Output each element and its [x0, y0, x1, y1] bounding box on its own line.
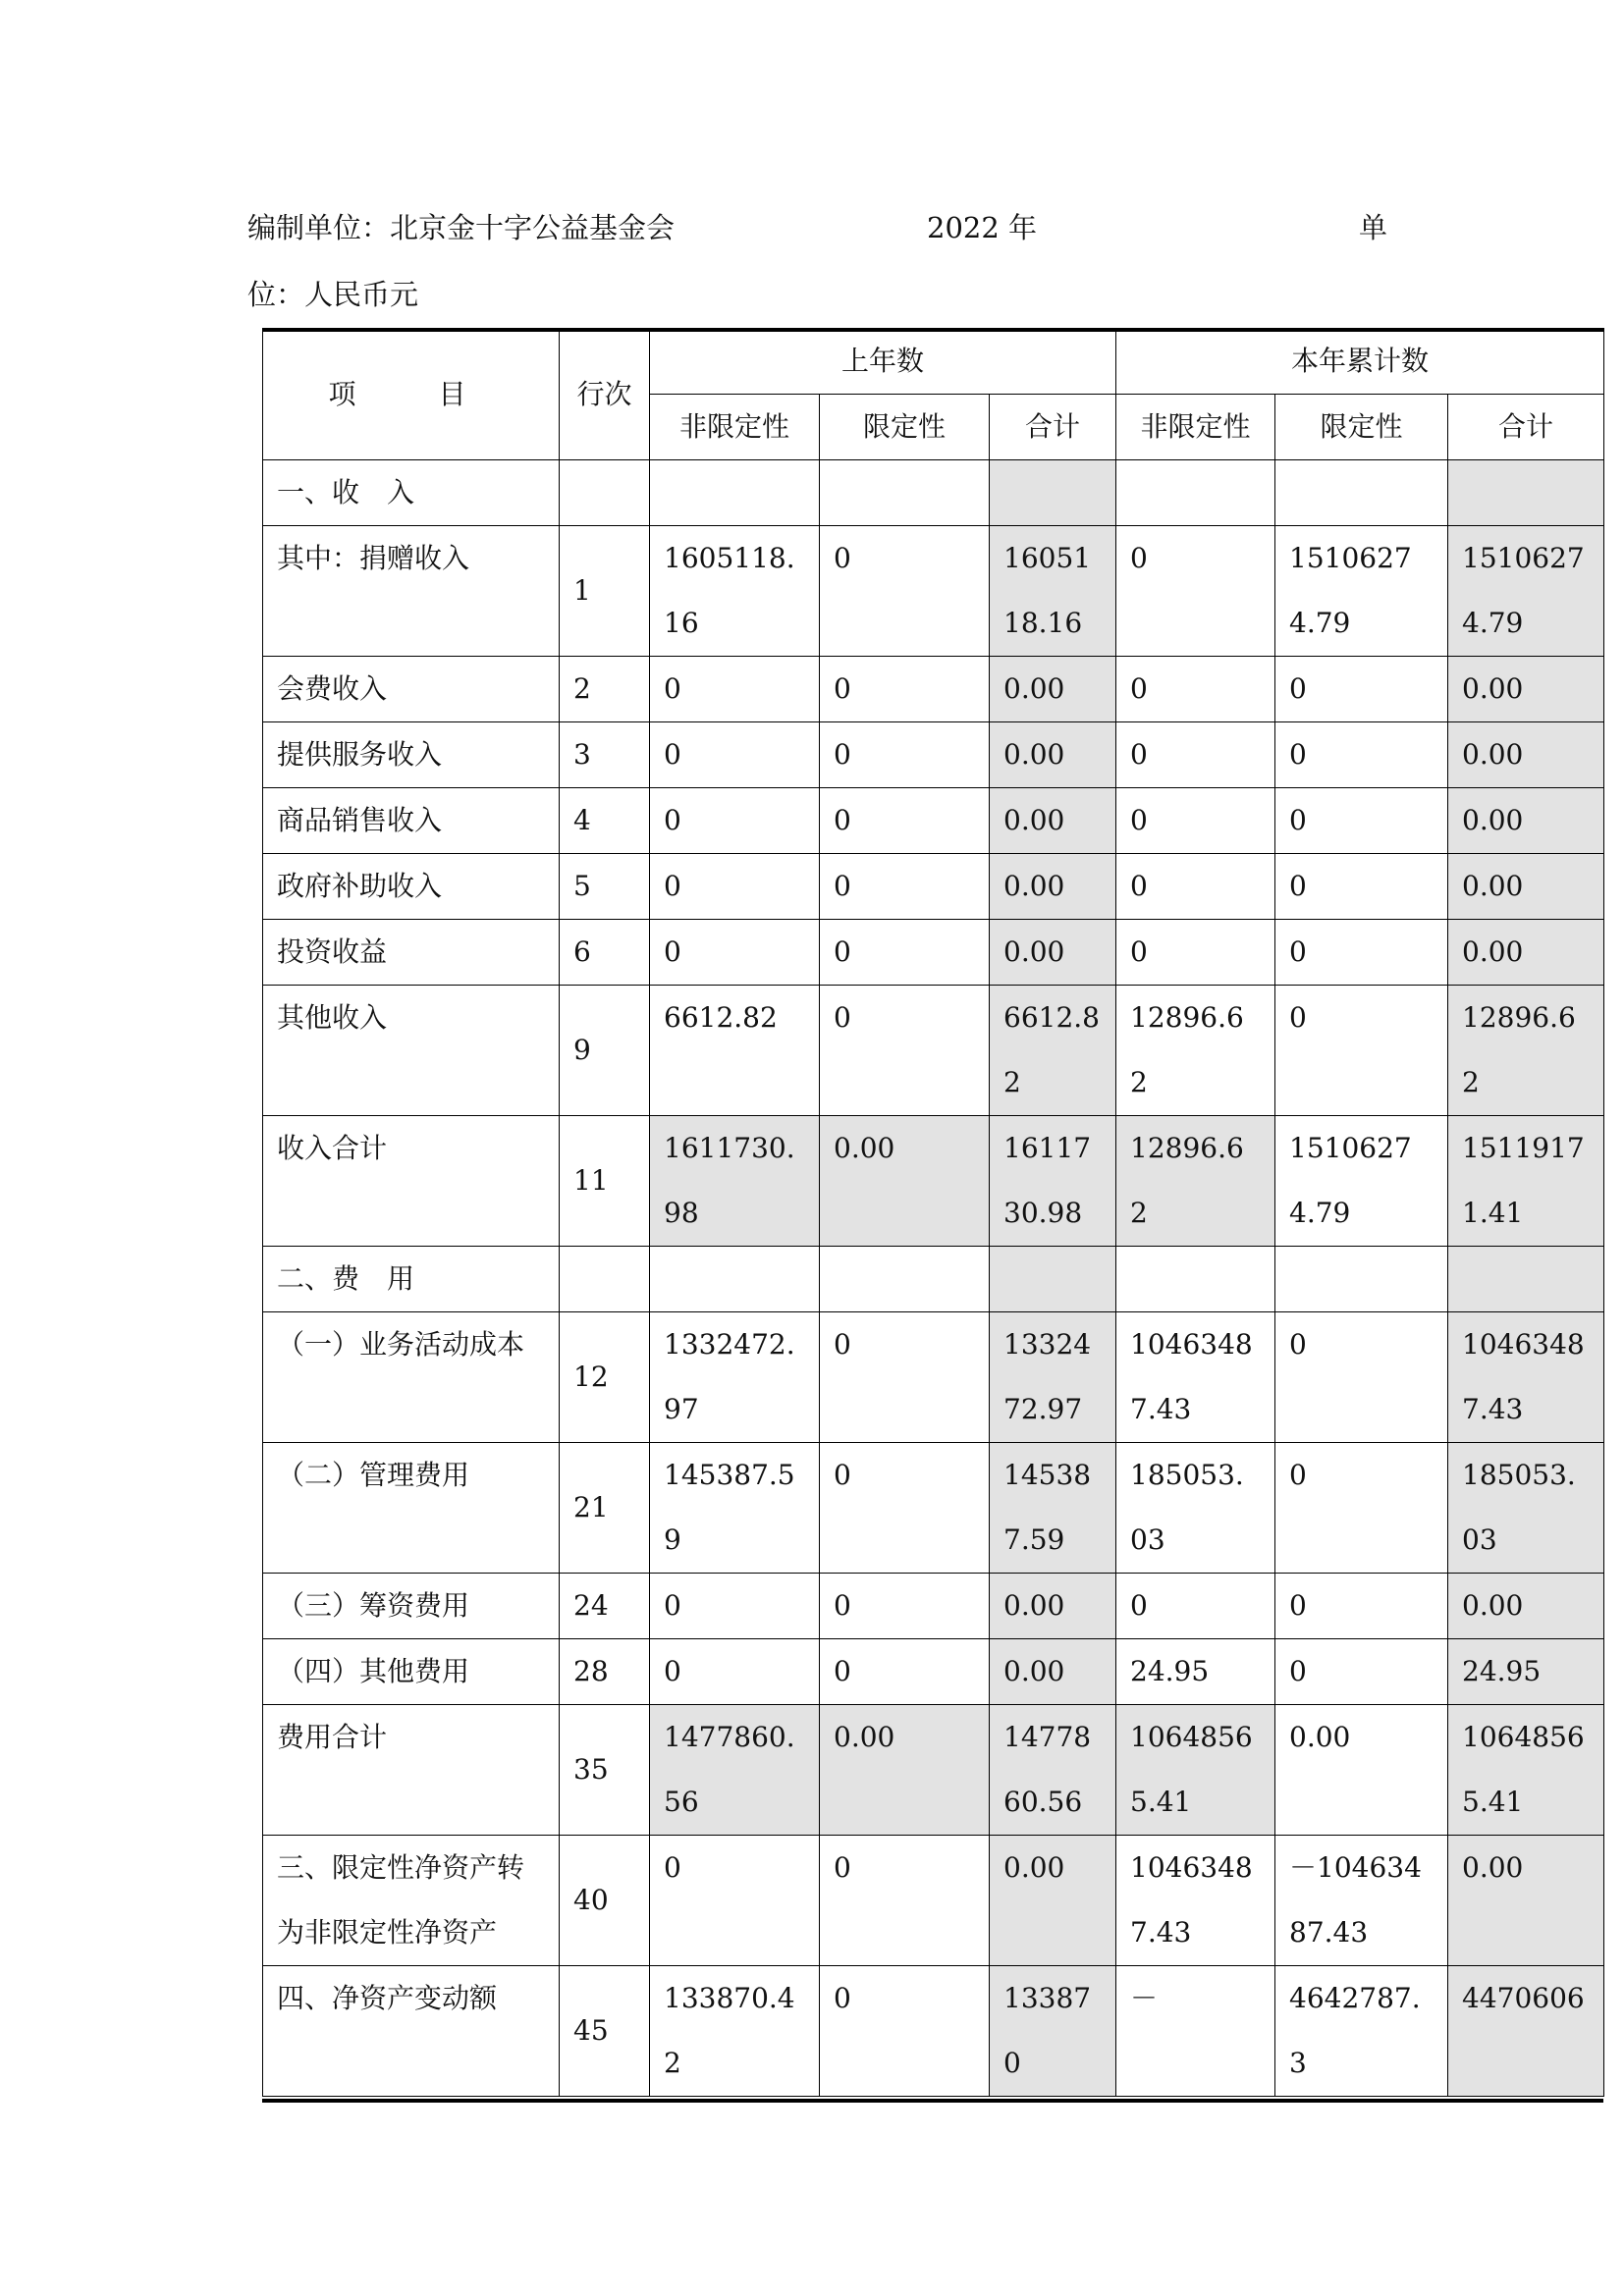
cell-curr-unrestricted: 0	[1116, 788, 1275, 854]
cell-curr-unrestricted: 10648565.41	[1116, 1705, 1275, 1836]
cell-prev-restricted: 0	[820, 722, 990, 788]
cell-curr-unrestricted: －	[1116, 1966, 1275, 2097]
cell-prev-restricted: 0	[820, 526, 990, 657]
cell-curr-total: 15106274.79	[1448, 526, 1604, 657]
cell-prev-restricted	[820, 460, 990, 526]
table-row	[263, 722, 1604, 788]
row-item-label: 收入合计	[263, 1116, 560, 1247]
row-number: 5	[560, 854, 650, 920]
cell-curr-unrestricted: 10463487.43	[1116, 1836, 1275, 1966]
cell-curr-total: 15119171.41	[1448, 1116, 1604, 1247]
row-item-label: 三、限定性净资产转为非限定性净资产	[263, 1836, 560, 1966]
cell-curr-restricted: 0	[1275, 722, 1448, 788]
cell-curr-total: 0.00	[1448, 1574, 1604, 1639]
cell-prev-total: 0.00	[990, 657, 1116, 722]
cell-curr-restricted: 0	[1275, 1443, 1448, 1574]
cell-prev-total	[990, 1247, 1116, 1312]
row-number: 2	[560, 657, 650, 722]
column-header-curr-total: 合计	[1448, 395, 1604, 460]
cell-prev-total: 0.00	[990, 788, 1116, 854]
cell-prev-total: 0.00	[990, 722, 1116, 788]
currency-unit-label-end: 位：人民币元	[247, 278, 419, 311]
cell-prev-unrestricted: 0	[650, 1574, 820, 1639]
column-header-prev-restricted: 限定性	[820, 395, 990, 460]
cell-curr-restricted: 15106274.79	[1275, 1116, 1448, 1247]
table-row	[263, 657, 1604, 722]
row-number	[560, 1247, 650, 1312]
row-item-label: 提供服务收入	[263, 722, 560, 788]
cell-curr-restricted: 0	[1275, 920, 1448, 986]
cell-prev-restricted	[820, 1247, 990, 1312]
cell-prev-unrestricted: 133870.42	[650, 1966, 820, 2097]
row-item-label: （四）其他费用	[263, 1639, 560, 1705]
table-row	[263, 1116, 1604, 1247]
cell-prev-restricted: 0	[820, 788, 990, 854]
cell-curr-restricted: 0	[1275, 854, 1448, 920]
cell-curr-restricted	[1275, 1247, 1448, 1312]
cell-prev-restricted: 0	[820, 986, 990, 1116]
income-statement-table	[262, 328, 1604, 2097]
table-row	[263, 1966, 1604, 2097]
row-number: 1	[560, 526, 650, 657]
column-header-prev-unrestricted: 非限定性	[650, 395, 820, 460]
cell-prev-unrestricted: 0	[650, 920, 820, 986]
cell-prev-total: 0.00	[990, 920, 1116, 986]
cell-curr-total: 0.00	[1448, 722, 1604, 788]
cell-curr-total: 10648565.41	[1448, 1705, 1604, 1836]
cell-prev-total: 0.00	[990, 854, 1116, 920]
organization-label: 编制单位：北京金十字公益基金会	[247, 211, 676, 244]
cell-prev-restricted: 0	[820, 1443, 990, 1574]
cell-prev-restricted: 0	[820, 1574, 990, 1639]
cell-prev-unrestricted: 1332472.97	[650, 1312, 820, 1443]
cell-curr-restricted: 0	[1275, 1312, 1448, 1443]
cell-curr-unrestricted: 12896.62	[1116, 986, 1275, 1116]
row-item-label: 其中：捐赠收入	[263, 526, 560, 657]
table-row	[263, 1705, 1604, 1836]
row-item-label: 商品销售收入	[263, 788, 560, 854]
cell-curr-unrestricted: 0	[1116, 722, 1275, 788]
cell-curr-unrestricted: 0	[1116, 920, 1275, 986]
table-row	[263, 526, 1604, 657]
cell-curr-total: 10463487.43	[1448, 1312, 1604, 1443]
cell-curr-total: 185053.03	[1448, 1443, 1604, 1574]
cell-curr-total: 0.00	[1448, 854, 1604, 920]
column-header-curr-restricted: 限定性	[1275, 395, 1448, 460]
cell-prev-restricted: 0	[820, 657, 990, 722]
cell-prev-unrestricted: 6612.82	[650, 986, 820, 1116]
cell-prev-total	[990, 460, 1116, 526]
cell-curr-total: 0.00	[1448, 920, 1604, 986]
cell-prev-unrestricted: 0	[650, 1639, 820, 1705]
cell-prev-total: 1605118.16	[990, 526, 1116, 657]
cell-prev-total: 1332472.97	[990, 1312, 1116, 1443]
cell-prev-restricted: 0.00	[820, 1116, 990, 1247]
cell-curr-unrestricted: 10463487.43	[1116, 1312, 1275, 1443]
row-number: 9	[560, 986, 650, 1116]
report-header	[247, 206, 1426, 249]
cell-curr-restricted	[1275, 460, 1448, 526]
row-item-label: 四、净资产变动额	[263, 1966, 560, 2097]
cell-prev-unrestricted: 145387.59	[650, 1443, 820, 1574]
row-item-label: （三）筹资费用	[263, 1574, 560, 1639]
table-row	[263, 460, 1604, 526]
report-year: 2022 年	[927, 211, 1038, 244]
row-number: 21	[560, 1443, 650, 1574]
cell-curr-restricted: 0	[1275, 1574, 1448, 1639]
cell-curr-restricted: 0	[1275, 657, 1448, 722]
currency-unit-label-start: 单	[1359, 211, 1388, 244]
cell-prev-restricted: 0	[820, 854, 990, 920]
cell-curr-unrestricted	[1116, 460, 1275, 526]
row-number: 45	[560, 1966, 650, 2097]
cell-curr-total: 12896.62	[1448, 986, 1604, 1116]
cell-curr-restricted: 0	[1275, 1639, 1448, 1705]
cell-curr-unrestricted: 185053.03	[1116, 1443, 1275, 1574]
row-number	[560, 460, 650, 526]
cell-curr-restricted: 4642787.3	[1275, 1966, 1448, 2097]
table-row	[263, 920, 1604, 986]
cell-prev-total: 133870	[990, 1966, 1116, 2097]
cell-prev-unrestricted: 0	[650, 657, 820, 722]
column-group-previous-year: 上年数	[650, 329, 1116, 395]
row-item-label: 投资收益	[263, 920, 560, 986]
cell-prev-unrestricted: 0	[650, 854, 820, 920]
row-number: 4	[560, 788, 650, 854]
row-number: 35	[560, 1705, 650, 1836]
cell-prev-total: 0.00	[990, 1836, 1116, 1966]
row-item-label: 政府补助收入	[263, 854, 560, 920]
table-row	[263, 1312, 1604, 1443]
cell-prev-unrestricted	[650, 1247, 820, 1312]
cell-prev-unrestricted: 0	[650, 722, 820, 788]
row-number: 6	[560, 920, 650, 986]
cell-prev-restricted: 0	[820, 920, 990, 986]
row-item-label: 费用合计	[263, 1705, 560, 1836]
cell-curr-restricted: 0	[1275, 986, 1448, 1116]
cell-prev-unrestricted: 1611730.98	[650, 1116, 820, 1247]
cell-curr-unrestricted: 12896.62	[1116, 1116, 1275, 1247]
cell-curr-total: 0.00	[1448, 1836, 1604, 1966]
cell-curr-restricted: －10463487.43	[1275, 1836, 1448, 1966]
row-item-label: 会费收入	[263, 657, 560, 722]
column-header-item: 项 目	[263, 329, 560, 460]
table-row	[263, 1247, 1604, 1312]
column-group-current-year: 本年累计数	[1116, 329, 1604, 395]
row-item-label: （一）业务活动成本	[263, 1312, 560, 1443]
cell-curr-unrestricted: 0	[1116, 854, 1275, 920]
cell-prev-restricted: 0	[820, 1836, 990, 1966]
cell-prev-unrestricted: 0	[650, 1836, 820, 1966]
cell-prev-total: 145387.59	[990, 1443, 1116, 1574]
cell-prev-unrestricted: 1477860.56	[650, 1705, 820, 1836]
cell-curr-unrestricted: 24.95	[1116, 1639, 1275, 1705]
row-item-label: 一、收 入	[263, 460, 560, 526]
cell-curr-restricted: 0	[1275, 788, 1448, 854]
cell-curr-unrestricted: 0	[1116, 1574, 1275, 1639]
cell-prev-total: 0.00	[990, 1574, 1116, 1639]
cell-curr-restricted: 0.00	[1275, 1705, 1448, 1836]
row-number: 3	[560, 722, 650, 788]
row-number: 28	[560, 1639, 650, 1705]
cell-curr-unrestricted	[1116, 1247, 1275, 1312]
table-row	[263, 1836, 1604, 1966]
cell-curr-unrestricted: 0	[1116, 526, 1275, 657]
cell-prev-total: 6612.82	[990, 986, 1116, 1116]
cell-prev-total: 1611730.98	[990, 1116, 1116, 1247]
cell-curr-total	[1448, 1247, 1604, 1312]
row-number: 24	[560, 1574, 650, 1639]
row-item-label: 二、费 用	[263, 1247, 560, 1312]
cell-prev-restricted: 0	[820, 1639, 990, 1705]
cell-curr-unrestricted: 0	[1116, 657, 1275, 722]
table-row	[263, 788, 1604, 854]
column-header-rowno: 行次	[560, 329, 650, 460]
row-number: 12	[560, 1312, 650, 1443]
row-number: 11	[560, 1116, 650, 1247]
cell-curr-total: 4470606	[1448, 1966, 1604, 2097]
column-header-prev-total: 合计	[990, 395, 1116, 460]
table-row	[263, 986, 1604, 1116]
cell-prev-total: 0.00	[990, 1639, 1116, 1705]
table-row	[263, 1639, 1604, 1705]
column-header-curr-unrestricted: 非限定性	[1116, 395, 1275, 460]
cell-curr-total	[1448, 460, 1604, 526]
cell-prev-restricted: 0	[820, 1312, 990, 1443]
row-item-label: 其他收入	[263, 986, 560, 1116]
cell-curr-total: 0.00	[1448, 657, 1604, 722]
cell-prev-unrestricted	[650, 460, 820, 526]
table-row	[263, 1443, 1604, 1574]
cell-prev-unrestricted: 0	[650, 788, 820, 854]
cell-prev-total: 1477860.56	[990, 1705, 1116, 1836]
row-number: 40	[560, 1836, 650, 1966]
row-item-label: （二）管理费用	[263, 1443, 560, 1574]
table-header-row	[263, 329, 1604, 395]
cell-prev-restricted: 0.00	[820, 1705, 990, 1836]
table-row	[263, 1574, 1604, 1639]
cell-curr-total: 0.00	[1448, 788, 1604, 854]
cell-curr-total: 24.95	[1448, 1639, 1604, 1705]
cell-curr-restricted: 15106274.79	[1275, 526, 1448, 657]
cell-prev-unrestricted: 1605118.16	[650, 526, 820, 657]
cell-prev-restricted: 0	[820, 1966, 990, 2097]
table-row	[263, 854, 1604, 920]
